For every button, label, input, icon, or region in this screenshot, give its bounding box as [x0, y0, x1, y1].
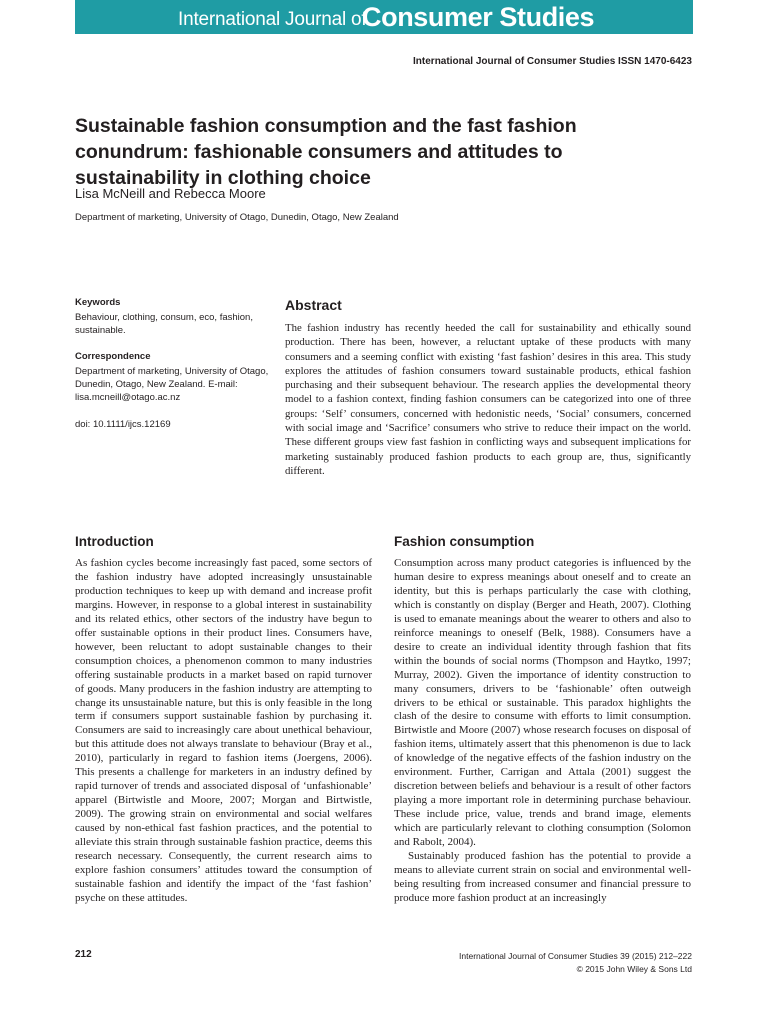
paragraph: Sustainably produced fashion has the potential to provide a means to alleviate current strain on social and environmental well-being resulting from increased consumer and financial pressure to produce more fashion product at an increasingly	[394, 850, 691, 904]
correspondence-text: Department of marketing, University of Otago, Dunedin, Otago, New Zealand. E-mail: lisa.mcneill@otago.ac.nz	[75, 366, 269, 403]
paragraph: Consumption across many product categories is influenced by the human desire to express meanings about oneself and to create an identity, but this is perhaps particularly the case with clothing, which is constantly on display (Berger and Heath, 2007). Clothing is used to emanate meanings about the wearer to others and also to reinforce meanings to oneself (Belk, 1988). Consumers have a desire to create an individual identity through fashion that fits within the bounds of social norms (Thompson and Haytko, 1997; Murray, 2002). Given the importance of identity construction to many consumers, drivers to be ‘fashionable’ often outweigh drivers to be ethical or sustainable. This paradox highlights the clash of the desire to consume with efforts to limit consumption. Birtwistle and Moore (2007) whose research focuses on disposal of fashion items, ultimately assert that this phenomenon is due to lack of knowledge of the negative effects of the fashion industry on the environment. Further, Carrigan and Attala (2001) suggest the discretion between beliefs and behaviour is a result of other factors playing a more important role in determining purchase behaviour. These include price, value, trends and brand image, elements which are particularly relevant to clothing consumption (Solomon and Rabolt, 2004).	[394, 557, 691, 849]
introduction-heading: Introduction	[75, 534, 154, 549]
abstract-heading: Abstract	[285, 297, 342, 313]
keywords-text: Behaviour, clothing, consum, eco, fashion, sustainable.	[75, 312, 253, 336]
keywords-heading: Keywords	[75, 297, 121, 308]
affiliation: Department of marketing, University of Otago, Dunedin, Otago, New Zealand	[75, 212, 399, 223]
author-list: Lisa McNeill and Rebecca Moore	[75, 186, 266, 201]
footer-citation: International Journal of Consumer Studies 39 (2015) 212–222	[459, 951, 692, 961]
page-number: 212	[75, 949, 92, 960]
issn-line: International Journal of Consumer Studies ISSN 1470-6423	[413, 56, 692, 67]
journal-banner-name: Consumer Studies	[362, 2, 595, 32]
introduction-text: As fashion cycles become increasingly fast paced, some sectors of the fashion industry have adopted increasingly unsustainable production techniques to keep up with demand and increase profit margins. However, in response to a global interest in sustainability and its related ethics, other sectors of the industry have begun to offer sustainable options in their product lines. Consumers have, however, been reluctant to adopt sustainable changes to their consumption choices, a phenomenon common to many industries offering sustainable products in a market based on rapid turnover of goods. Many producers in the fashion industry are attempting to change its unsustainable nature, but this is only feasible in the long term if consumers support sustainable fashion by purchasing it. Consumers are said to increasingly care about unethical behaviour, but this attitude does not always translate to behaviour (Bray et al., 2010), particularly in regard to fashion items (Joergens, 2006). This presents a challenge for marketers in an industry defined by rapid turnover of trends and associated disposal of ‘unfashionable’ apparel (Birtwistle and Moore, 2007; Morgan and Birtwistle, 2009). The growing strain on environmental and social welfares caused by non-ethical fast fashion practices, and the potential to alleviate this strain through sustainable fashion practice, deems this research necessary. Consequently, the current research aims to explore fashion consumers’ attitudes toward the consumption of sustainable fashion and identify the impact of the ‘fast fashion’ psyche on these attitudes.	[75, 557, 372, 904]
abstract-text: The fashion industry has recently heeded the call for sustainability and ethically sound production. There has been, however, a reluctant uptake of these products with many consumers and a seeming conflict with existing ‘fast fashion’ desires in this area. This study explores the attitudes of fashion consumers toward sustainable products, ethical fashion purchasing and their subsequent behaviour. The research applies the developmental theory model to a fashion context, finding fashion consumers can be categorized into one of three groups: ‘Self’ consumers, concerned with hedonistic needs, ‘Social’ consumers, concerned with social image and ‘Sacrifice’ consumers who strive to reduce their impact on the world. These different groups view fast fashion in conflicting ways and subsequent implications for marketing sustainably produced fashion products to each group are, thus, significantly different.	[285, 322, 691, 477]
article-title: Sustainable fashion consumption and the fast fashion conundrum: fashionable consumers and attitudes to sustainability in clothing choice	[75, 115, 577, 189]
correspondence-heading: Correspondence	[75, 351, 151, 362]
fashion-consumption-text	[394, 557, 691, 906]
footer	[459, 950, 692, 976]
journal-banner-prefix: International Journal of	[178, 9, 367, 30]
footer-copyright: © 2015 John Wiley & Sons Ltd	[576, 964, 692, 974]
doi-link[interactable]: doi: 10.1111/ijcs.12169	[75, 419, 171, 430]
fashion-consumption-heading: Fashion consumption	[394, 534, 535, 549]
